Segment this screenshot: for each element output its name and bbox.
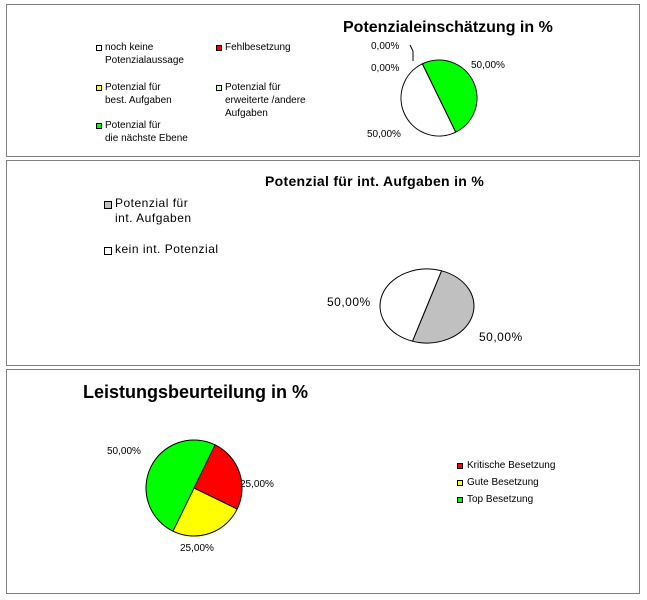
legend-item: Kritische Besetzung [467, 460, 556, 471]
legend-item: Fehlbesetzung [225, 42, 291, 53]
chart-title: Leistungsbeurteilung in % [83, 382, 309, 402]
legend-item: Potenzial für erweiterte /andere Aufgaben [225, 82, 306, 119]
data-label: 50,00% [367, 129, 401, 140]
chart-panel-potenzialeinschaetzung [6, 4, 640, 157]
legend-item: Potenzial für die nächste Ebene [105, 120, 188, 144]
chart-title: Potenzial für int. Aufgaben in % [265, 173, 485, 189]
legend-item: noch keine Potenzialaussage [105, 42, 184, 66]
chart-title: Potenzialeinschätzung in % [343, 19, 553, 36]
data-label: 50,00% [479, 330, 523, 344]
legend-item: kein int. Potenzial [115, 242, 219, 256]
legend-item: Potenzial für best. Aufgaben [105, 82, 172, 106]
data-label: 25,00% [180, 543, 214, 554]
chart-panel-leistungsbeurteilung [6, 369, 640, 594]
legend-item: Gute Besetzung [467, 477, 539, 488]
pie-chart [7, 370, 641, 595]
data-label: 0,00% [371, 63, 400, 74]
data-label: 50,00% [471, 60, 505, 71]
data-label: 50,00% [107, 446, 141, 457]
pie-chart [7, 5, 641, 158]
data-label: 25,00% [240, 479, 274, 490]
data-label: 0,00% [371, 41, 400, 52]
chart-panel-potenzial-int-aufgaben [6, 160, 640, 366]
leader-line [410, 45, 413, 51]
legend-item: Potenzial für int. Aufgaben [115, 196, 192, 225]
legend-item: Top Besetzung [467, 494, 534, 505]
data-label: 50,00% [327, 295, 371, 309]
pie-chart [7, 161, 641, 367]
